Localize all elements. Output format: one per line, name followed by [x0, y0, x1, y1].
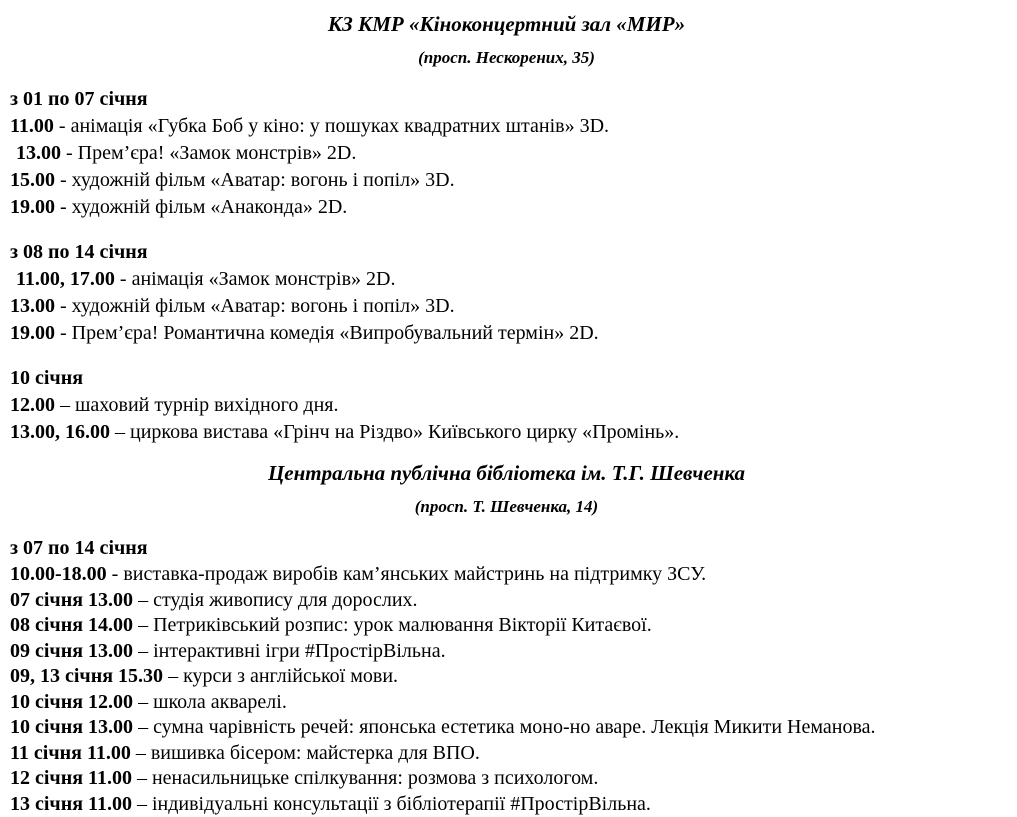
schedule-section [10, 239, 1003, 347]
event-row [10, 194, 1003, 221]
event-separator: - [55, 196, 72, 218]
event-row [10, 320, 1003, 347]
section-date-header: 10 січня [10, 365, 1003, 392]
event-row [10, 588, 1003, 614]
event-separator: – [163, 665, 183, 687]
event-row [10, 167, 1003, 194]
event-row [10, 266, 1003, 293]
event-separator: - [54, 115, 71, 137]
event-description: виставка-продаж виробів кам’янських майстринь на підтримку ЗСУ. [123, 563, 706, 585]
event-description: ненасильницьке спілкування: розмова з психологом. [152, 767, 598, 789]
event-separator: - [115, 268, 132, 290]
event-description: художній фільм «Аватар: вогонь і попіл» 3D. [72, 295, 455, 317]
event-row [10, 766, 1003, 792]
event-separator: – [132, 793, 152, 815]
schedule-section [10, 86, 1003, 221]
event-time: 08 січня 14.00 [10, 614, 133, 636]
event-description: Прем’єра! «Замок монстрів» 2D. [78, 142, 357, 164]
event-row [10, 392, 1003, 419]
venue-address: (просп. Нескорених, 35) [10, 48, 1003, 68]
event-description: вишивка бісером: майстерка для ВПО. [151, 742, 480, 764]
event-time: 09 січня 13.00 [10, 640, 133, 662]
section-date-header: з 01 по 07 січня [10, 86, 1003, 113]
event-description: художній фільм «Аватар: вогонь і попіл» 3D. [72, 169, 455, 191]
venue-title: Центральна публічна бібліотека ім. Т.Г. Шевченка [10, 461, 1003, 486]
event-separator: – [133, 640, 153, 662]
event-row [10, 140, 1003, 167]
schedule-section [10, 535, 1003, 817]
event-separator: - [107, 563, 124, 585]
event-row [10, 419, 1003, 446]
event-separator: – [133, 716, 153, 738]
event-time: 11 січня 11.00 [10, 742, 131, 764]
event-description: анімація «Губка Боб у кіно: у пошуках квадратних штанів» 3D. [71, 115, 609, 137]
event-separator: – [133, 691, 153, 713]
event-description: циркова вистава «Грінч на Різдво» Київського цирку «Промінь». [130, 421, 679, 443]
event-row [10, 293, 1003, 320]
event-description: шаховий турнір вихідного дня. [75, 394, 338, 416]
event-separator: – [133, 589, 153, 611]
event-row [10, 741, 1003, 767]
event-description: Петриківський розпис: урок малювання Вікторії Китаєвої. [153, 614, 652, 636]
venue-block [10, 12, 1003, 446]
event-description: курси з англійської мови. [183, 665, 398, 687]
event-time: 13.00 [10, 295, 55, 317]
event-separator: - [55, 322, 72, 344]
event-time: 11.00 [10, 115, 54, 137]
event-time: 12.00 [10, 394, 55, 416]
event-description: студія живопису для дорослих. [153, 589, 417, 611]
event-description: школа акварелі. [153, 691, 287, 713]
event-separator: – [55, 394, 75, 416]
event-time: 19.00 [10, 196, 55, 218]
event-time: 10.00-18.00 [10, 563, 107, 585]
event-row [10, 639, 1003, 665]
event-separator: - [61, 142, 78, 164]
event-row [10, 664, 1003, 690]
event-row [10, 690, 1003, 716]
event-time: 12 січня 11.00 [10, 767, 132, 789]
event-time: 13.00, 16.00 [10, 421, 110, 443]
event-row [10, 113, 1003, 140]
event-row [10, 562, 1003, 588]
event-time: 13.00 [16, 142, 61, 164]
event-separator: - [55, 169, 72, 191]
venue-address: (просп. Т. Шевченка, 14) [10, 497, 1003, 517]
venue-title: КЗ КМР «Кіноконцертний зал «МИР» [10, 12, 1003, 37]
event-time: 10 січня 13.00 [10, 716, 133, 738]
event-time: 15.00 [10, 169, 55, 191]
event-time: 07 січня 13.00 [10, 589, 133, 611]
event-separator: – [133, 614, 153, 636]
event-row [10, 613, 1003, 639]
event-separator: - [55, 295, 72, 317]
event-description: інтерактивні ігри #ПростірВільна. [153, 640, 446, 662]
section-date-header: з 08 по 14 січня [10, 239, 1003, 266]
event-separator: – [131, 742, 151, 764]
event-description: сумна чарівність речей: японська естетика моно-но аваре. Лекція Микити Неманова. [153, 716, 875, 738]
event-time: 13 січня 11.00 [10, 793, 132, 815]
schedule-section [10, 365, 1003, 446]
event-time: 09, 13 січня 15.30 [10, 665, 163, 687]
section-date-header: з 07 по 14 січня [10, 535, 1003, 562]
event-time: 19.00 [10, 322, 55, 344]
event-separator: – [132, 767, 152, 789]
event-description: індивідуальні консультації з бібліотерапії #ПростірВільна. [152, 793, 651, 815]
event-time: 11.00, 17.00 [16, 268, 115, 290]
event-separator: – [110, 421, 130, 443]
event-description: Прем’єра! Романтична комедія «Випробувальний термін» 2D. [72, 322, 599, 344]
event-row [10, 792, 1003, 817]
venue-block [10, 461, 1003, 817]
event-time: 10 січня 12.00 [10, 691, 133, 713]
event-description: художній фільм «Анаконда» 2D. [72, 196, 348, 218]
event-description: анімація «Замок монстрів» 2D. [132, 268, 396, 290]
venues-container [10, 12, 1003, 817]
event-row [10, 715, 1003, 741]
